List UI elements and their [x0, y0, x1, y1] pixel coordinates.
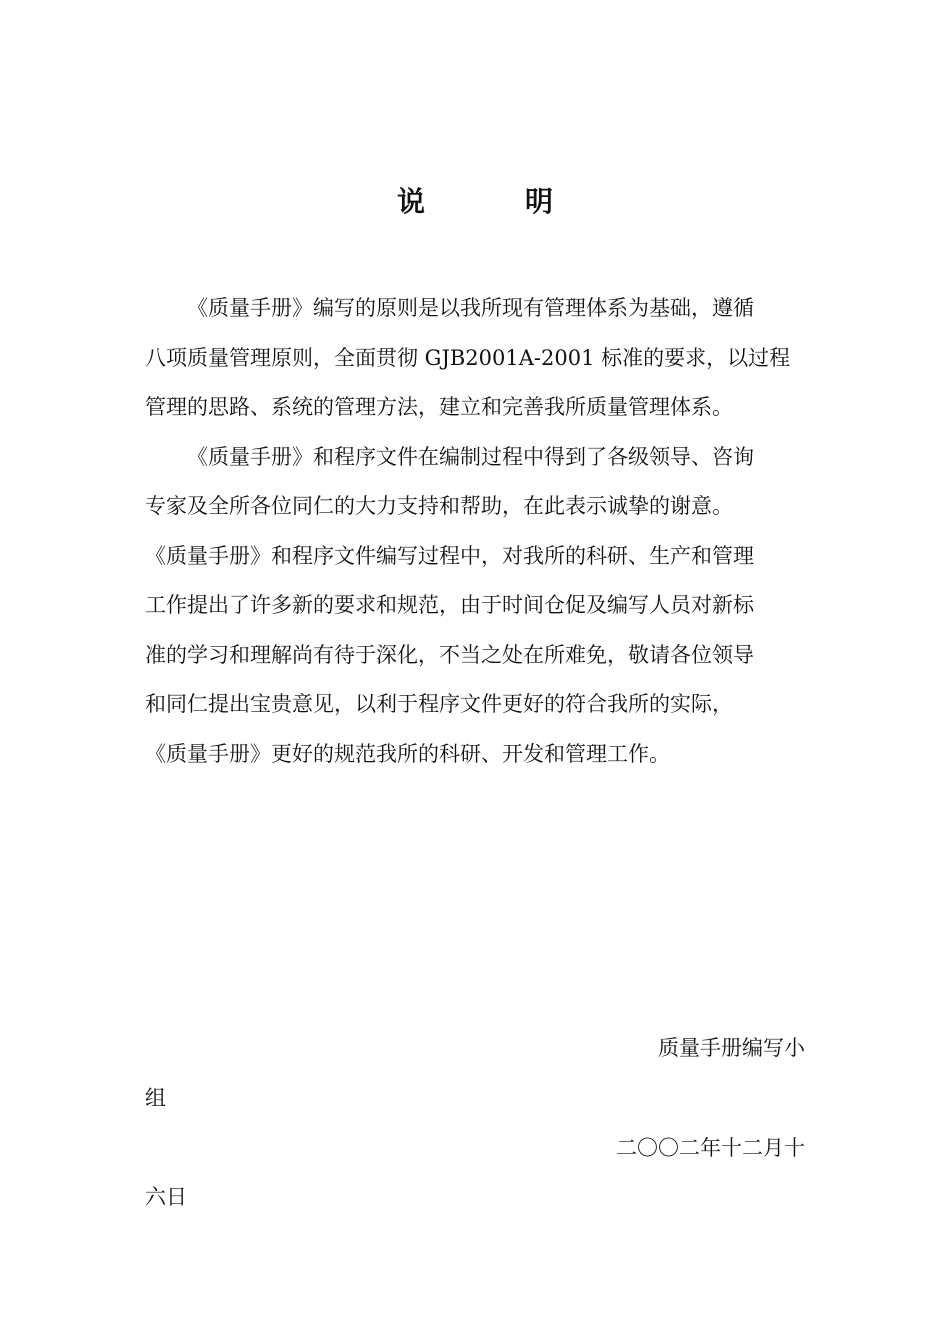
paragraph-line: 《质量手册》和程序文件在编制过程中得到了各级领导、咨询 — [187, 444, 754, 469]
paragraph-line: 《质量手册》更好的规范我所的科研、开发和管理工作。 — [145, 741, 670, 766]
signature-group-line1: 质量手册编写小 — [658, 1036, 805, 1060]
paragraph-line: 专家及全所各位同仁的大力支持和帮助，在此表示诚挚的谢意。 — [145, 494, 733, 518]
signature-group-line2: 组 — [145, 1086, 166, 1110]
signature-date-line2: 六日 — [145, 1185, 187, 1209]
paragraph-line: 八项质量管理原则，全面贯彻 GJB2001A-2001 标准的要求，以过程 — [145, 345, 791, 370]
paragraph-line: 《质量手册》编写的原则是以我所现有管理体系为基础，遵循 — [187, 296, 754, 320]
paragraph-line: 和同仁提出宝贵意见，以利于程序文件更好的符合我所的实际， — [145, 692, 733, 716]
paragraph-line: 管理的思路、系统的管理方法，建立和完善我所质量管理体系。 — [145, 395, 733, 419]
page-title: 说 明 — [396, 185, 589, 218]
paragraph-line: 《质量手册》和程序文件编写过程中，对我所的科研、生产和管理 — [145, 543, 754, 568]
paragraph-line: 准的学习和理解尚有待于深化，不当之处在所难免，敬请各位领导 — [145, 642, 754, 667]
signature-date-line1: 二〇〇二年十二月十 — [616, 1136, 805, 1160]
document-body — [145, 284, 805, 779]
paragraph-line: 工作提出了许多新的要求和规范，由于时间仓促及编写人员对新标 — [145, 593, 754, 617]
